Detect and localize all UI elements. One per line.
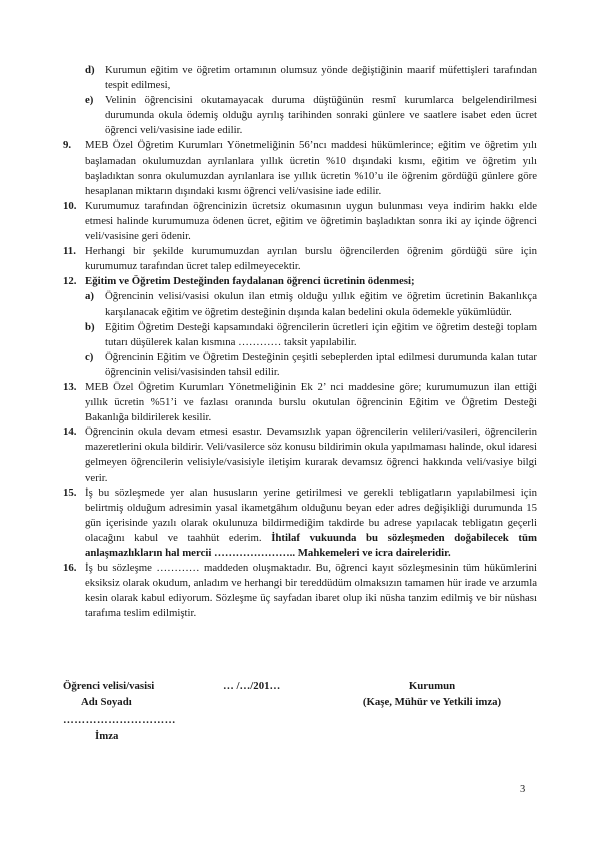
institution-title: Kurumun	[408, 680, 456, 692]
subclause-12b	[85, 320, 537, 350]
subclause-12a-text: Öğrencinin velisi/vasisi okulun ilan etmiş olduğu yıllık eğitim ve öğretim ücretinin Bakanlıkça karşılanacak eğitim ve öğretim desteğinin dışında kalan bedelini okula ödemekle yükümlüdür.	[105, 290, 537, 318]
clause-10-text: Kurumumuz tarafından öğrencinizin ücretsiz okumasının uygun bulunması veya indirim hakkı elde etmesi halinde kurumumuza ödenen ücret, eğitim ve öğretimin başladıktan sonra iki ay içinde öğrenci veli/vasisine geri ödenir.	[85, 199, 537, 243]
subclause-12a-label: a)	[85, 290, 94, 303]
contract-body	[63, 63, 537, 621]
guardian-signature-line: …………………………	[63, 714, 176, 726]
subclause-12b-label: b)	[85, 320, 95, 333]
subclause-e	[85, 93, 537, 138]
guardian-signature-area	[63, 679, 213, 744]
contract-date: … /…/201…	[223, 680, 281, 692]
clause-12	[63, 274, 537, 289]
clause-16-text: İş bu sözleşme ………… maddeden oluşmaktadır. Bu, öğrenci kayıt sözleşmesinin tüm hükümlerini eksiksiz olarak okudum, anladım ve herhangi bir tereddüdüm olmaksızın tamamen hür irade ve arzumla kesin olarak kabul ediyorum. Sözleşme üç sayfadan ibaret olup iki nüsha tanzim edilmiş ve bir nüshası tarafıma teslim edilmiştir.	[85, 562, 537, 620]
signature-block	[63, 679, 537, 744]
clause-9-text: MEB Özel Öğretim Kurumları Yönetmeliğinin 56’ncı maddesi hükümlerince; eğitim ve öğretim yılı başlamadan okulumuzdan ayrılanlara yıllık ücretin %10 dışındaki kısmı, eğitim ve öğretim yılı başladıktan sonra okulumuzdan ayrılanlara ise yıllık ücretin %10’u ile öğrenim gördüğü günlere göre hesaplanan miktarın dışındaki kısmı öğrenci veli/vasisine iade edilir.	[85, 139, 537, 197]
clause-9-number: 9.	[63, 139, 72, 152]
clause-13	[63, 380, 537, 425]
clause-16	[63, 561, 537, 621]
clause-13-text: MEB Özel Öğretim Kurumları Yönetmeliğinin Ek 2’ nci maddesine göre; kurumumuzun ilan ettiği yıllık ücretin %51’i ve fazlası oranında burslu okutulan öğrencinin Eğitim ve Öğretim Desteği Bakanlığa bildirilerek kesilir.	[85, 380, 537, 424]
clause-15-bold-text: İhtilaf vukuunda bu sözleşmeden doğabilecek tüm anlaşmazlıkların hal mercii ………………….. Mahkemeleri ve icra daireleridir.	[85, 531, 537, 559]
clause-11	[63, 244, 537, 274]
clause-14-text: Öğrencinin okula devam etmesi esastır. Devamsızlık yapan öğrencilerin velileri/vasileri, öğrencilerin mazeretlerini okula bildirir. Veli/vasilerce söz konusu bildirimin okula yapılmaması halinde, okul idaresi gelmeyen öğrencilerin velisiyle/vasisiyle iletişim kurarak devamsız öğrenci hakkında veli/vasiye bilgi verir.	[85, 426, 537, 484]
subclause-d-label: d)	[85, 64, 95, 76]
clause-14	[63, 425, 537, 485]
guardian-title: Öğrenci velisi/vasisi	[63, 680, 155, 692]
clause-10-number: 10.	[63, 199, 77, 212]
page-number: 3	[520, 784, 526, 795]
guardian-signature-label: İmza	[95, 729, 119, 742]
clause-16-number: 16.	[63, 562, 77, 575]
clause-9	[63, 138, 537, 198]
guardian-name-label: Adı Soyadı	[81, 695, 132, 708]
clause-14-number: 14.	[63, 426, 77, 439]
subclause-12c	[85, 350, 537, 380]
subclause-12c-text: Öğrencinin Eğitim ve Öğretim Desteğinin çeşitli sebeplerden iptal edilmesi durumunda kalan tutar öğrencinin velisi/vasisinden tahsil edilir.	[105, 350, 537, 378]
subclause-12c-label: c)	[85, 350, 94, 363]
clause-12-heading: Eğitim ve Öğretim Desteğinden faydalanan öğrenci ücretinin ödenmesi;	[85, 275, 415, 288]
subclause-d-text: Kurumun eğitim ve öğretim ortamının olumsuz yönde değiştiğinin maarif müfettişleri tarafından tespit edilmesi,	[105, 64, 537, 92]
institution-signature-area	[341, 679, 537, 744]
clause-15-number: 15.	[63, 486, 77, 499]
clause-10	[63, 199, 537, 244]
clause-11-number: 11.	[63, 245, 76, 258]
clause-15	[63, 486, 537, 561]
subclause-12b-text: Eğitim Öğretim Desteği kapsamındaki öğrencilerin ücretleri için eğitim ve öğretim desteği toplam tutarı düşülerek kalan kısmına ………… taksit yapılabilir.	[105, 320, 537, 348]
subclause-d	[85, 63, 537, 93]
institution-subtitle: (Kaşe, Mühür ve Yetkili imza)	[362, 695, 502, 708]
subclause-e-label: e)	[85, 94, 94, 107]
clause-15-body	[85, 486, 537, 561]
clause-15-text: İş bu sözleşmede yer alan hususların yerine getirilmesi ve gerekli tebligatların yapılabilmesi için belirtmiş olduğum adresimin yasal ikametgâhım olduğunu beyan eder adres değişikliği durumunda 15 gün içerisinde yazılı olarak okulunuza bildirmediğim takdirde bu adrese yapılacak tebligatın geçerli olacağını kabul ve taahhüt ederim.	[85, 486, 537, 544]
clause-11-text: Herhangi bir şekilde kurumumuzdan ayrılan burslu öğrencilerden öğrenim gördüğü süre için kurumumuz tarafından ücret talep edilmeyecektir.	[85, 245, 537, 273]
clause-13-number: 13.	[63, 380, 77, 393]
subclause-e-text: Velinin öğrencisini okutamayacak duruma düştüğünün resmî kurumlarca belgelendirilmesi durumunda okula ödemiş olduğu ayrılış tarihinden sonraki günlere ve saatlere isabet eden ücret öğrenci veli/vasisine iade edilir.	[105, 94, 537, 137]
clause-12-number: 12.	[63, 275, 77, 288]
subclause-12a	[85, 289, 537, 319]
